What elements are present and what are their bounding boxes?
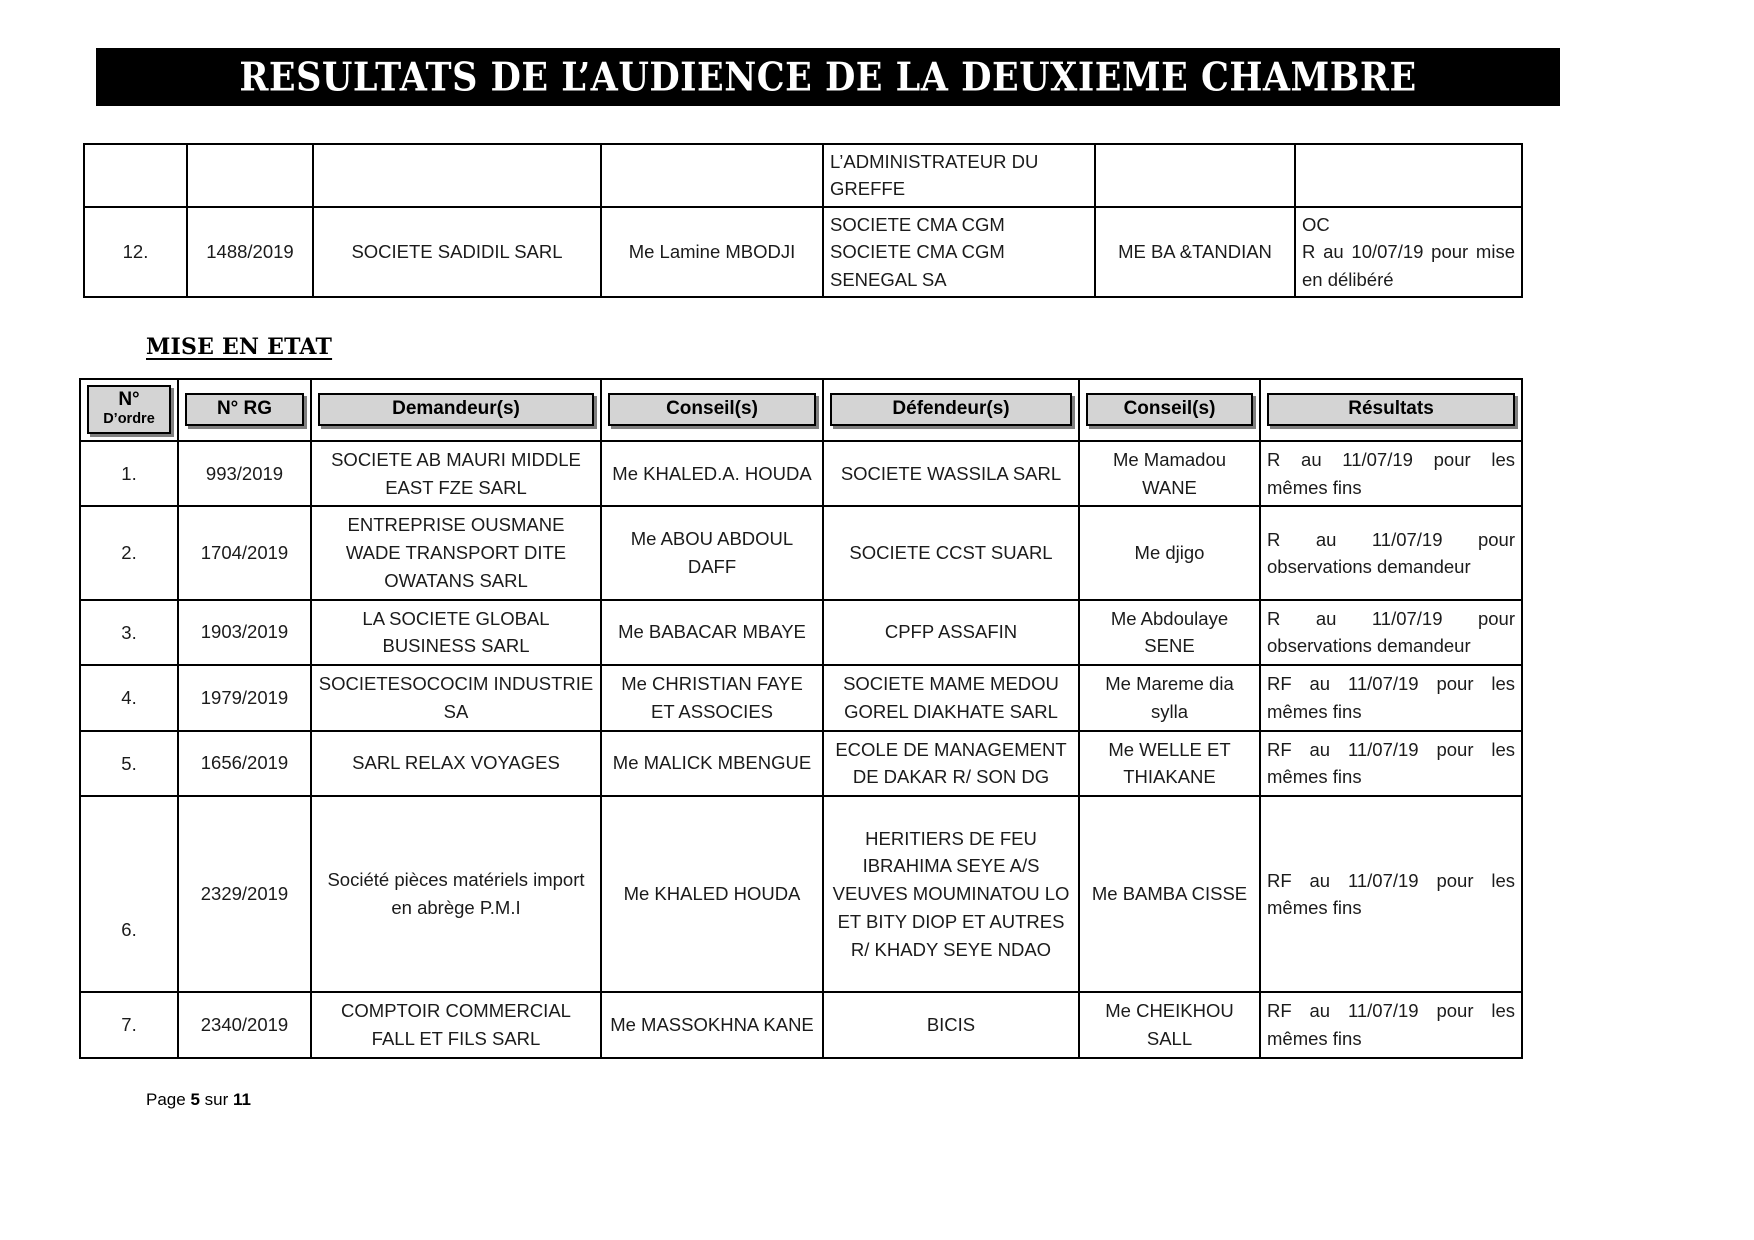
cell-conseil-defendeur: Me djigo xyxy=(1079,506,1260,599)
cell-rg: 2340/2019 xyxy=(178,992,311,1058)
cell-rg: 993/2019 xyxy=(178,441,311,507)
header-box-defendeur: Défendeur(s) xyxy=(830,393,1072,426)
header-box-num xyxy=(87,385,171,434)
cell-demandeur: ENTREPRISE OUSMANE WADE TRANSPORT DITE OWATANS SARL xyxy=(311,506,601,599)
header-num-sublabel: D’ordre xyxy=(103,411,155,428)
cell-demandeur: COMPTOIR COMMERCIAL FALL ET FILS SARL xyxy=(311,992,601,1058)
column-header-num xyxy=(80,379,178,441)
cell-defendeur: BICIS xyxy=(823,992,1079,1058)
cell-defendeur: L’ADMINISTRATEUR DU GREFFE xyxy=(823,144,1095,207)
page-title-banner xyxy=(96,48,1560,106)
cell-num: 12. xyxy=(84,207,187,297)
table-row xyxy=(80,506,1522,599)
cell-conseil-defendeur: Me Abdoulaye SENE xyxy=(1079,600,1260,666)
cell-defendeur: SOCIETE CMA CGM SOCIETE CMA CGM SENEGAL SA xyxy=(823,207,1095,297)
cell-num xyxy=(84,144,187,207)
table-row xyxy=(80,796,1522,992)
cell-resultat: R au 11/07/19 pour observations demandeur xyxy=(1260,600,1522,666)
cell-num: 3. xyxy=(80,600,178,666)
header-box-conseil2: Conseil(s) xyxy=(1086,393,1253,426)
cell-rg: 1488/2019 xyxy=(187,207,313,297)
cell-num: 4. xyxy=(80,665,178,731)
footer-total-pages: 11 xyxy=(232,1090,251,1109)
cell-conseil-demandeur: Me KHALED HOUDA xyxy=(601,796,823,992)
table-row xyxy=(80,731,1522,797)
cell-demandeur: SOCIETE SADIDIL SARL xyxy=(313,207,601,297)
cell-num: 7. xyxy=(80,992,178,1058)
cell-rg: 1704/2019 xyxy=(178,506,311,599)
cell-resultat: R au 11/07/19 pour les mêmes fins xyxy=(1260,441,1522,507)
cell-rg: 1656/2019 xyxy=(178,731,311,797)
cell-resultat: R au 11/07/19 pour observations demandeur xyxy=(1260,506,1522,599)
cell-conseil-demandeur: Me Lamine MBODJI xyxy=(601,207,823,297)
table-header-row xyxy=(80,379,1522,441)
cell-resultat: RF au 11/07/19 pour les mêmes fins xyxy=(1260,796,1522,992)
cell-defendeur: CPFP ASSAFIN xyxy=(823,600,1079,666)
section-heading-mise-en-etat: MISE EN ETAT xyxy=(146,334,333,360)
cell-num: 6. xyxy=(80,796,178,992)
table-row xyxy=(80,992,1522,1058)
table-row xyxy=(80,441,1522,507)
cell-demandeur xyxy=(313,144,601,207)
cell-conseil-defendeur: Me WELLE ET THIAKANE xyxy=(1079,731,1260,797)
header-box-conseil1: Conseil(s) xyxy=(608,393,816,426)
cell-conseil-defendeur: Me BAMBA CISSE xyxy=(1079,796,1260,992)
column-header-defendeur xyxy=(823,379,1079,441)
cell-conseil-demandeur: Me MALICK MBENGUE xyxy=(601,731,823,797)
cell-rg xyxy=(187,144,313,207)
cell-num: 5. xyxy=(80,731,178,797)
column-header-resultats xyxy=(1260,379,1522,441)
cell-conseil-defendeur xyxy=(1095,144,1295,207)
table-row xyxy=(80,600,1522,666)
cell-conseil-defendeur: Me CHEIKHOU SALL xyxy=(1079,992,1260,1058)
cell-conseil-demandeur xyxy=(601,144,823,207)
column-header-demandeur xyxy=(311,379,601,441)
cell-demandeur: SOCIETE AB MAURI MIDDLE EAST FZE SARL xyxy=(311,441,601,507)
cell-defendeur: HERITIERS DE FEU IBRAHIMA SEYE A/S VEUVES MOUMINATOU LO ET BITY DIOP ET AUTRES R/ KHADY SEYE NDAO xyxy=(823,796,1079,992)
table-row xyxy=(84,207,1522,297)
cell-conseil-defendeur: Me Mareme dia sylla xyxy=(1079,665,1260,731)
cell-num: 1. xyxy=(80,441,178,507)
cell-rg: 1979/2019 xyxy=(178,665,311,731)
mise-en-etat-table xyxy=(79,378,1523,1059)
column-header-rg xyxy=(178,379,311,441)
cell-resultat: RF au 11/07/19 pour les mêmes fins xyxy=(1260,992,1522,1058)
cell-resultat: RF au 11/07/19 pour les mêmes fins xyxy=(1260,665,1522,731)
cell-defendeur: SOCIETE CCST SUARL xyxy=(823,506,1079,599)
cell-demandeur: SARL RELAX VOYAGES xyxy=(311,731,601,797)
cell-resultat: RF au 11/07/19 pour les mêmes fins xyxy=(1260,731,1522,797)
resultat-code: OC xyxy=(1302,213,1330,235)
cell-defendeur: SOCIETE WASSILA SARL xyxy=(823,441,1079,507)
mise-en-etat-table-wrapper xyxy=(79,378,1521,1059)
table-row xyxy=(84,144,1522,207)
cell-conseil-demandeur: Me BABACAR MBAYE xyxy=(601,600,823,666)
cell-demandeur: Société pièces matériels import en abrège P.M.I xyxy=(311,796,601,992)
footer-middle: sur xyxy=(199,1090,233,1109)
footer-prefix: Page xyxy=(146,1090,191,1109)
cell-rg: 2329/2019 xyxy=(178,796,311,992)
cell-num: 2. xyxy=(80,506,178,599)
cell-conseil-defendeur: ME BA &TANDIAN xyxy=(1095,207,1295,297)
header-num-label: N° xyxy=(118,389,140,410)
page-footer xyxy=(146,1090,251,1110)
header-box-resultats: Résultats xyxy=(1267,393,1515,426)
cell-demandeur: LA SOCIETE GLOBAL BUSINESS SARL xyxy=(311,600,601,666)
table-row xyxy=(80,665,1522,731)
page-title: RESULTATS DE L’AUDIENCE DE LA DEUXIEME CHAMBRE xyxy=(239,54,1417,100)
cell-rg: 1903/2019 xyxy=(178,600,311,666)
audience-continuation-table-wrapper xyxy=(83,143,1521,298)
cell-conseil-demandeur: Me ABOU ABDOUL DAFF xyxy=(601,506,823,599)
audience-continuation-table xyxy=(83,143,1523,298)
header-box-demandeur: Demandeur(s) xyxy=(318,393,594,426)
cell-resultat xyxy=(1295,207,1522,297)
cell-conseil-defendeur: Me Mamadou WANE xyxy=(1079,441,1260,507)
column-header-conseil-demandeur xyxy=(601,379,823,441)
cell-conseil-demandeur: Me CHRISTIAN FAYE ET ASSOCIES xyxy=(601,665,823,731)
cell-defendeur: SOCIETE MAME MEDOU GOREL DIAKHATE SARL xyxy=(823,665,1079,731)
resultat-text: R au 10/07/19 pour mise en délibéré xyxy=(1302,241,1515,290)
column-header-conseil-defendeur xyxy=(1079,379,1260,441)
cell-demandeur: SOCIETESOCOCIM INDUSTRIE SA xyxy=(311,665,601,731)
mise-en-etat-table-body xyxy=(80,441,1522,1058)
cell-defendeur: ECOLE DE MANAGEMENT DE DAKAR R/ SON DG xyxy=(823,731,1079,797)
cell-conseil-demandeur: Me MASSOKHNA KANE xyxy=(601,992,823,1058)
cell-resultat xyxy=(1295,144,1522,207)
cell-conseil-demandeur: Me KHALED.A. HOUDA xyxy=(601,441,823,507)
footer-page-number: 5 xyxy=(190,1090,200,1109)
header-box-rg: N° RG xyxy=(185,393,304,426)
